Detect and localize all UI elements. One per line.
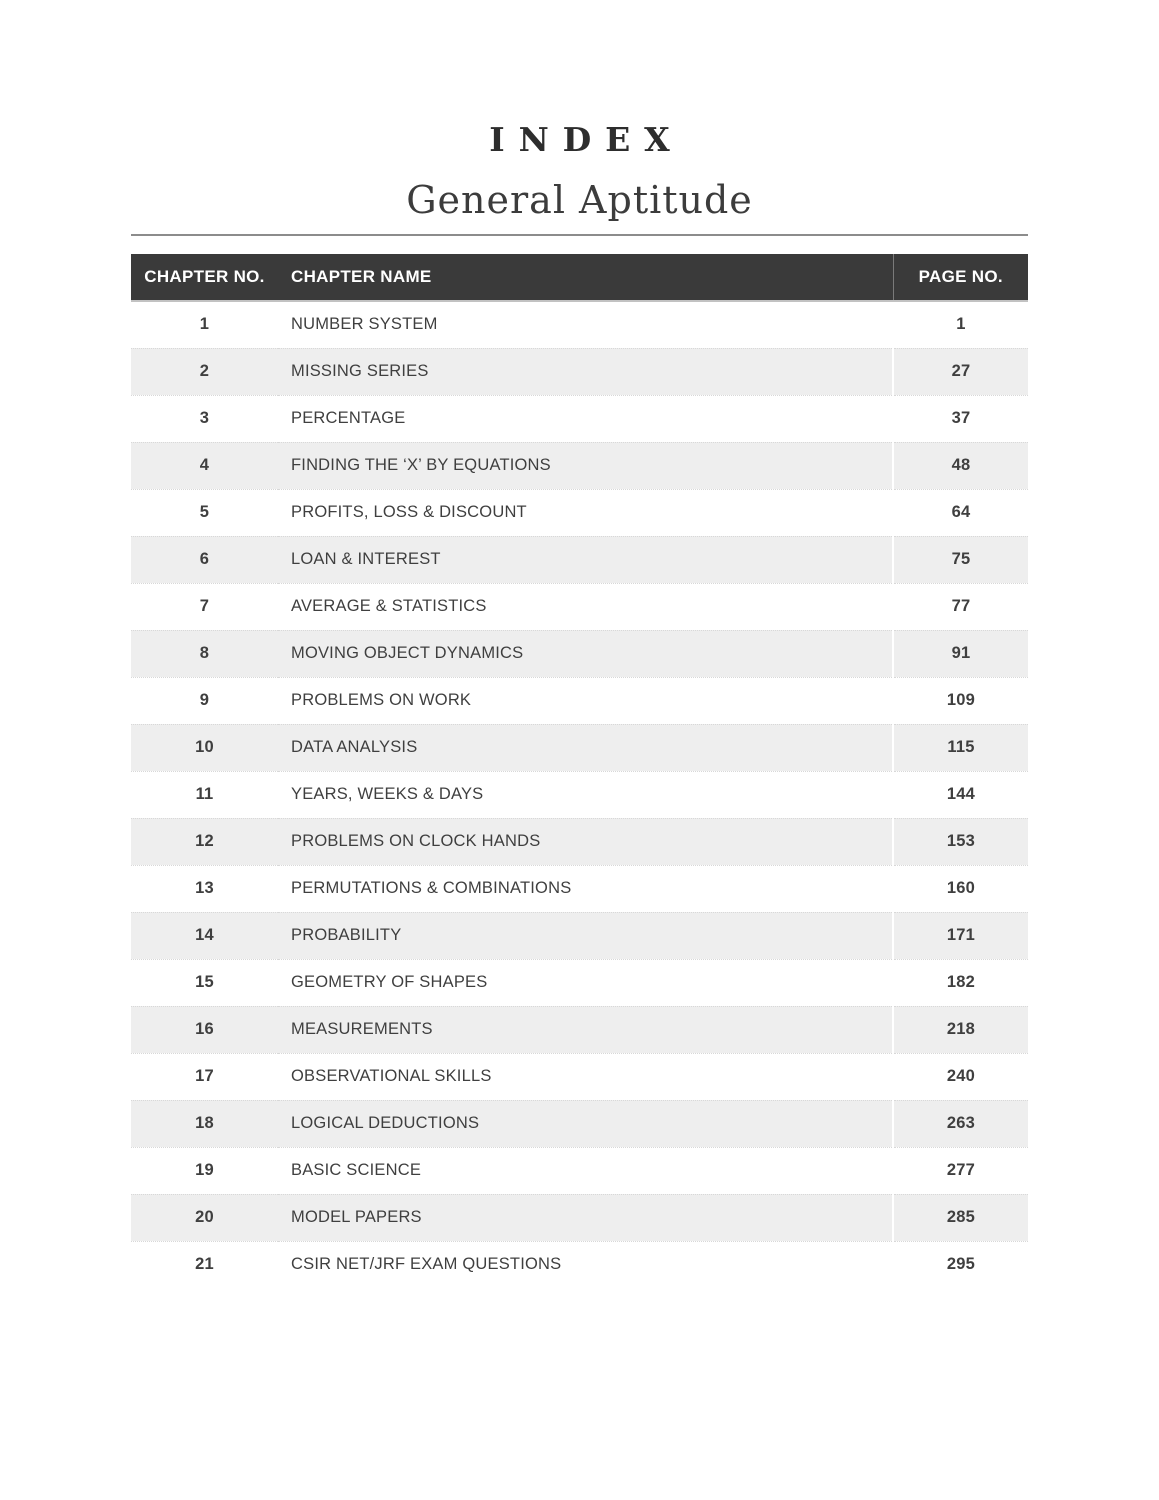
cell-chapter-name: FINDING THE ‘X’ BY EQUATIONS <box>278 442 893 489</box>
header-page-no: PAGE NO. <box>893 254 1028 301</box>
cell-chapter-name: AVERAGE & STATISTICS <box>291 597 487 616</box>
index-table <box>131 254 1028 1288</box>
cell-chapter-no: 12 <box>131 818 278 865</box>
table-row <box>131 818 1028 865</box>
cell-chapter-name: PROBLEMS ON CLOCK HANDS <box>278 818 893 865</box>
table-row <box>131 1147 1028 1194</box>
table-row <box>131 348 1028 395</box>
cell-chapter-name: PERMUTATIONS & COMBINATIONS <box>291 879 572 898</box>
cell-chapter-name: PROBABILITY <box>278 912 893 959</box>
table-row <box>131 1241 1028 1288</box>
cell-page-no: 144 <box>893 771 1028 818</box>
cell-page-no: 91 <box>893 630 1028 677</box>
table-header-row <box>131 254 1028 301</box>
table-row <box>131 724 1028 771</box>
cell-chapter-no: 20 <box>131 1194 278 1241</box>
table-row <box>131 1194 1028 1241</box>
table-row <box>131 395 1028 442</box>
cell-page-no: 48 <box>893 442 1028 489</box>
cell-chapter-no: 19 <box>195 1161 214 1180</box>
table-row <box>131 1100 1028 1147</box>
cell-chapter-name: BASIC SCIENCE <box>291 1161 422 1180</box>
cell-chapter-no: 21 <box>195 1255 214 1274</box>
cell-chapter-no: 8 <box>131 630 278 677</box>
cell-page-no: 77 <box>893 583 1028 630</box>
cell-chapter-no: 5 <box>199 503 210 522</box>
cell-page-no: 160 <box>893 865 1028 912</box>
cell-chapter-no: 2 <box>131 348 278 395</box>
table-row <box>131 1006 1028 1053</box>
cell-chapter-no: 13 <box>195 879 214 898</box>
cell-page-no: 171 <box>893 912 1028 959</box>
table-header <box>131 254 1028 301</box>
cell-page-no: 263 <box>893 1100 1028 1147</box>
cell-chapter-no: 4 <box>131 442 278 489</box>
cell-page-no: 115 <box>893 724 1028 771</box>
header-chapter-name: CHAPTER NAME <box>278 254 893 301</box>
cell-chapter-no: 11 <box>195 785 214 804</box>
cell-page-no: 240 <box>893 1053 1028 1100</box>
cell-chapter-no: 16 <box>131 1006 278 1053</box>
cell-chapter-name: MODEL PAPERS <box>278 1194 893 1241</box>
cell-chapter-name: PERCENTAGE <box>291 409 406 428</box>
cell-chapter-no: 14 <box>131 912 278 959</box>
cell-chapter-name: PROFITS, LOSS & DISCOUNT <box>291 503 527 522</box>
cell-chapter-name: MISSING SERIES <box>278 348 893 395</box>
cell-chapter-no: 6 <box>131 536 278 583</box>
cell-page-no: 64 <box>893 489 1028 536</box>
cell-page-no: 109 <box>893 677 1028 724</box>
table-row <box>131 536 1028 583</box>
cell-chapter-no: 7 <box>199 597 210 616</box>
cell-chapter-name: MEASUREMENTS <box>278 1006 893 1053</box>
title-divider <box>131 234 1028 236</box>
cell-chapter-name: OBSERVATIONAL SKILLS <box>291 1067 492 1086</box>
cell-chapter-no: 18 <box>131 1100 278 1147</box>
cell-page-no: 295 <box>893 1241 1028 1288</box>
table-row <box>131 1053 1028 1100</box>
cell-chapter-name: CSIR NET/JRF EXAM QUESTIONS <box>291 1255 562 1274</box>
cell-chapter-name: DATA ANALYSIS <box>278 724 893 771</box>
table-row <box>131 583 1028 630</box>
page-subtitle: General Aptitude <box>406 178 753 223</box>
table-row <box>131 630 1028 677</box>
table-row <box>131 771 1028 818</box>
cell-chapter-name: LOGICAL DEDUCTIONS <box>278 1100 893 1147</box>
table-row <box>131 959 1028 1006</box>
cell-chapter-no: 15 <box>195 973 214 992</box>
table-row <box>131 489 1028 536</box>
cell-page-no: 277 <box>893 1147 1028 1194</box>
cell-chapter-no: 3 <box>199 409 210 428</box>
cell-page-no: 75 <box>893 536 1028 583</box>
table-row <box>131 865 1028 912</box>
table-row <box>131 677 1028 724</box>
cell-page-no: 285 <box>893 1194 1028 1241</box>
page-title: INDEX <box>489 120 684 159</box>
table-row <box>131 301 1028 348</box>
cell-chapter-name: YEARS, WEEKS & DAYS <box>291 785 484 804</box>
table-row <box>131 442 1028 489</box>
index-table-container <box>131 254 1028 1288</box>
cell-page-no: 27 <box>893 348 1028 395</box>
cell-chapter-name: NUMBER SYSTEM <box>291 315 438 334</box>
cell-page-no: 1 <box>893 301 1028 348</box>
cell-chapter-no: 10 <box>131 724 278 771</box>
cell-chapter-name: LOAN & INTEREST <box>278 536 893 583</box>
cell-chapter-name: GEOMETRY OF SHAPES <box>291 973 488 992</box>
cell-page-no: 153 <box>893 818 1028 865</box>
cell-chapter-no: 1 <box>199 315 210 334</box>
cell-chapter-no: 9 <box>199 691 210 710</box>
cell-chapter-no: 17 <box>195 1067 214 1086</box>
cell-page-no: 182 <box>893 959 1028 1006</box>
index-table-body <box>131 301 1028 1288</box>
cell-page-no: 37 <box>893 395 1028 442</box>
cell-chapter-name: MOVING OBJECT DYNAMICS <box>278 630 893 677</box>
header-chapter-no: CHAPTER NO. <box>131 254 278 301</box>
cell-chapter-name: PROBLEMS ON WORK <box>291 691 472 710</box>
cell-page-no: 218 <box>893 1006 1028 1053</box>
table-row <box>131 912 1028 959</box>
